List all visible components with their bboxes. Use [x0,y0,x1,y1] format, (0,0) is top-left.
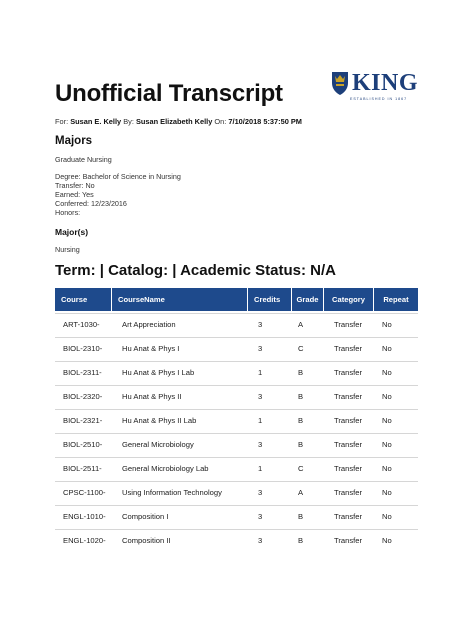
cell-grade: B [298,392,304,401]
cell-course-code: BIOL-2511- [63,464,102,473]
cell-course-name: Hu Anat & Phys II [122,392,182,401]
cell-course-code: BIOL-2310- [63,344,103,353]
row-divider [55,505,418,506]
row-divider [55,385,418,386]
row-divider [55,361,418,362]
cell-course-code: CPSC-1100- [63,488,106,497]
table-row [55,481,418,505]
cell-category: Transfer [334,512,362,521]
table-row [55,385,418,409]
majors-heading: Majors [55,135,93,147]
cell-credits: 3 [258,488,263,497]
row-divider [55,457,418,458]
row-divider [55,529,418,530]
cell-category: Transfer [334,368,362,377]
generated-by: Susan Elizabeth Kelly [135,117,213,126]
earned-line: Earned: Yes [55,190,94,199]
university-logo [330,70,420,106]
on-label: On: [214,117,227,126]
cell-course-name: Art Appreciation [122,320,176,329]
major-value: Nursing [55,245,80,254]
crest-icon [330,70,350,96]
row-divider [55,433,418,434]
cell-repeat: No [382,512,392,521]
cell-grade: B [298,368,304,377]
cell-course-name: Using Information Technology [122,488,222,497]
cell-repeat: No [382,368,392,377]
row-divider [55,481,418,482]
column-header-category: Category [324,288,373,311]
honors-line: Honors: [55,208,81,217]
cell-repeat: No [382,320,392,329]
generated-on: 7/10/2018 5:37:50 PM [228,117,302,126]
cell-course-name: Composition II [122,536,171,545]
cell-category: Transfer [334,536,362,545]
table-row [55,529,418,553]
table-row [55,457,418,481]
cell-course-code: ART-1030- [63,320,100,329]
cell-grade: B [298,512,304,521]
cell-grade: B [298,536,304,545]
cell-repeat: No [382,392,392,401]
table-row [55,361,418,385]
cell-grade: A [298,488,304,497]
table-row [55,409,418,433]
cell-course-code: BIOL-2311- [63,368,102,377]
cell-repeat: No [382,440,392,449]
cell-category: Transfer [334,344,362,353]
column-header-grade: Grade [292,288,323,311]
cell-course-code: ENGL-1020- [63,536,106,545]
column-header-credits: Credits [248,288,291,311]
cell-category: Transfer [334,488,362,497]
column-header-course-name: CourseName [112,288,247,311]
row-divider [55,313,418,314]
column-header-repeat: Repeat [374,288,418,311]
cell-credits: 3 [258,512,263,521]
program-name: Graduate Nursing [55,155,112,164]
cell-course-name: Hu Anat & Phys I [122,344,180,353]
cell-credits: 3 [258,440,263,449]
student-name: Susan E. Kelly [70,117,122,126]
table-header [55,288,418,311]
row-divider [55,337,418,338]
major-list-heading: Major(s) [55,227,89,237]
cell-category: Transfer [334,440,362,449]
logo-wordmark: KING [352,70,419,96]
cell-grade: B [298,416,304,425]
table-row [55,505,418,529]
column-header-course: Course [55,288,111,311]
cell-course-code: BIOL-2510- [63,440,103,449]
cell-repeat: No [382,344,392,353]
cell-credits: 1 [258,464,263,473]
cell-course-name: Composition I [122,512,169,521]
cell-category: Transfer [334,392,362,401]
generated-info [55,117,302,126]
cell-repeat: No [382,416,392,425]
cell-category: Transfer [334,464,362,473]
cell-category: Transfer [334,320,362,329]
cell-grade: C [298,344,304,353]
cell-course-name: Hu Anat & Phys I Lab [122,368,195,377]
cell-repeat: No [382,488,392,497]
cell-credits: 3 [258,536,263,545]
cell-course-code: BIOL-2320- [63,392,103,401]
cell-grade: A [298,320,304,329]
cell-credits: 3 [258,320,263,329]
cell-course-code: ENGL-1010- [63,512,106,521]
logo-tagline: ESTABLISHED IN 1867 [350,97,408,101]
cell-credits: 1 [258,368,263,377]
cell-credits: 1 [258,416,263,425]
cell-grade: B [298,440,304,449]
table-row [55,313,418,337]
term-heading: Term: | Catalog: | Academic Status: N/A [55,262,336,279]
for-label: For: [55,117,69,126]
table-row [55,433,418,457]
row-divider [55,409,418,410]
cell-course-name: Hu Anat & Phys II Lab [122,416,197,425]
cell-repeat: No [382,464,392,473]
cell-category: Transfer [334,416,362,425]
table-row [55,337,418,361]
cell-course-name: General Microbiology [122,440,194,449]
transfer-line: Transfer: No [55,181,95,190]
conferred-line: Conferred: 12/23/2016 [55,199,127,208]
cell-credits: 3 [258,344,263,353]
by-label: By: [123,117,134,126]
page-title: Unofficial Transcript [55,80,283,107]
degree-line: Degree: Bachelor of Science in Nursing [55,172,181,181]
cell-course-code: BIOL-2321- [63,416,103,425]
cell-course-name: General Microbiology Lab [122,464,209,473]
cell-grade: C [298,464,304,473]
cell-credits: 3 [258,392,263,401]
cell-repeat: No [382,536,392,545]
